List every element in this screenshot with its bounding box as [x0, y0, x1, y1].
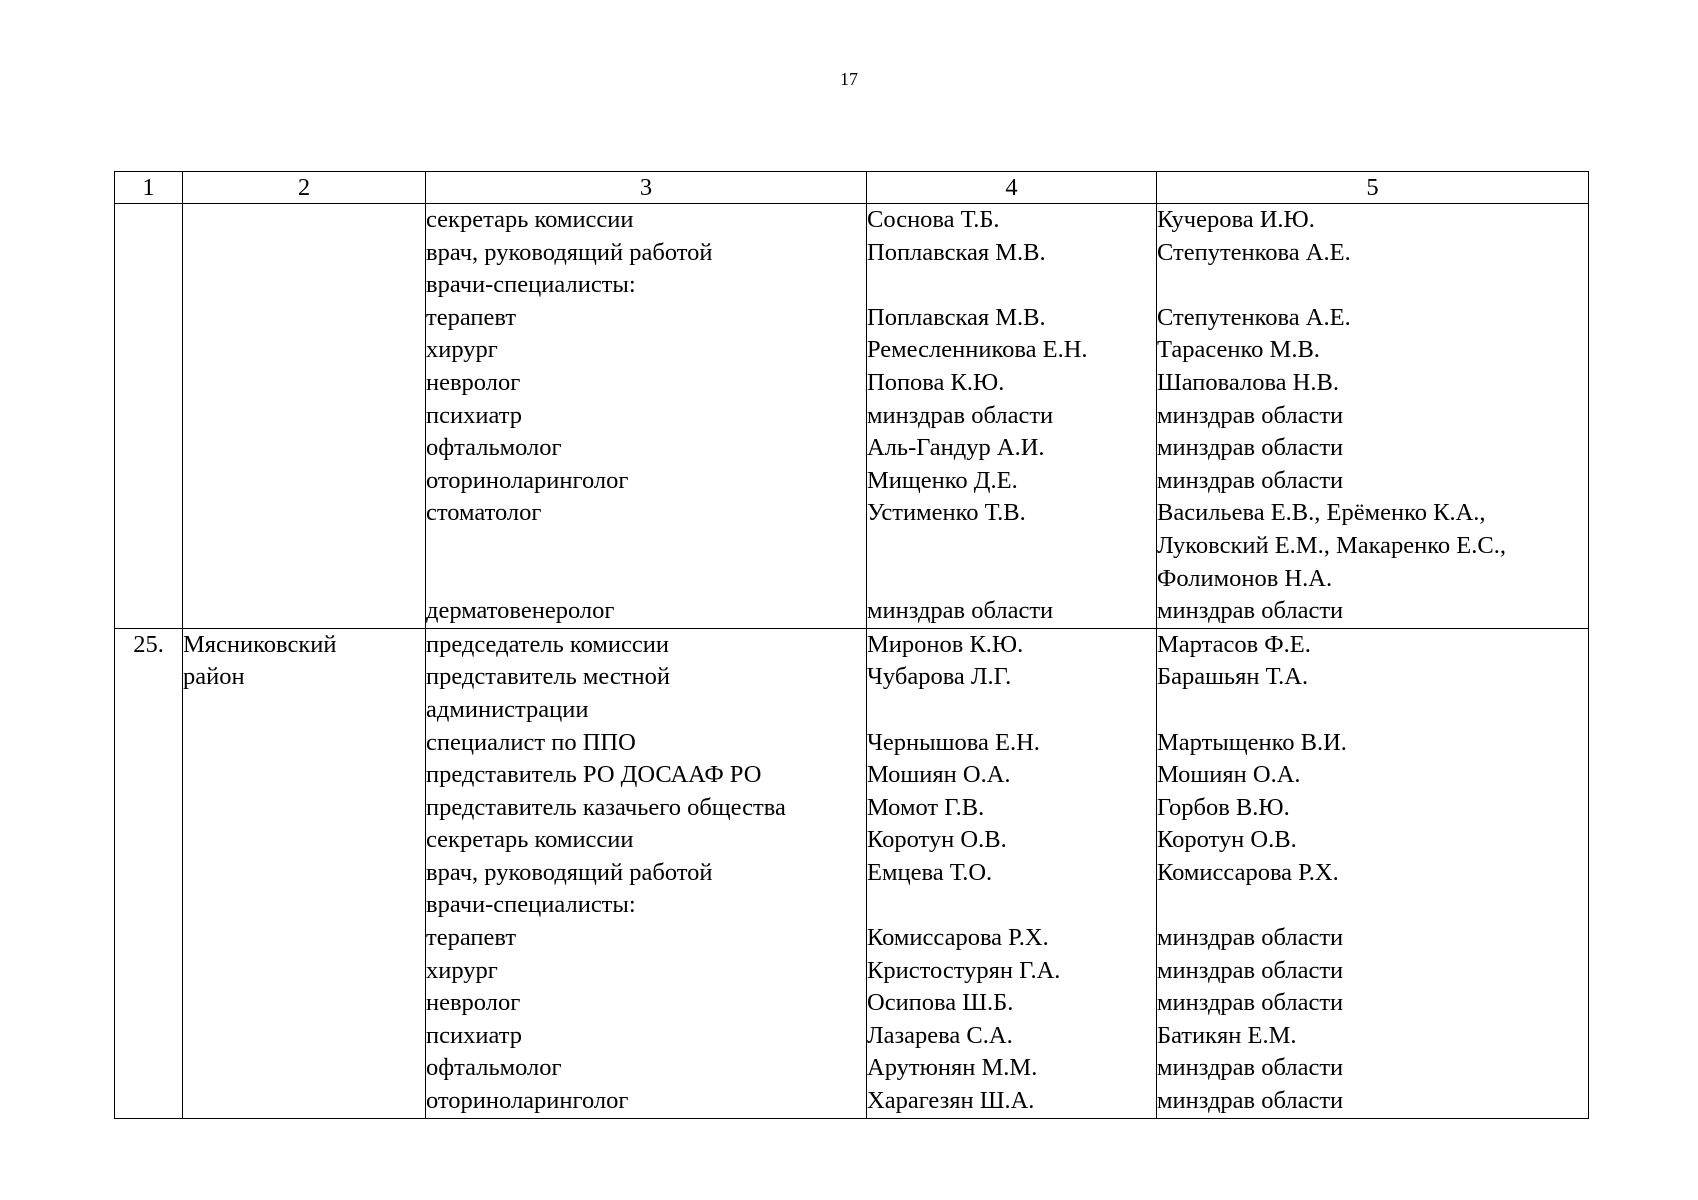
cell-line: Комиссарова Р.Х.: [867, 924, 1049, 952]
cell-line: Горбов В.Ю.: [1157, 793, 1290, 821]
cell-line: Комиссарова Р.Х.: [1157, 858, 1339, 886]
main-member-cell: [867, 628, 1157, 1118]
cell-line: председатель комиссии: [426, 630, 669, 658]
cell-line: секретарь комиссии: [426, 826, 634, 854]
role-cell: [426, 628, 867, 1118]
cell-line: Тарасенко М.В.: [1157, 336, 1320, 364]
cell-line: Коротун О.В.: [867, 826, 1007, 854]
cell-line: минздрав области: [867, 401, 1054, 429]
cell-line: Соснова Т.Б.: [867, 206, 1000, 233]
header-col-1: 1: [115, 172, 183, 204]
cell-line: стоматолог: [426, 499, 542, 527]
cell-line: минздрав области: [1157, 597, 1344, 625]
cell-line: Мясниковский: [183, 630, 337, 658]
cell-line: Поплавская М.В.: [867, 303, 1046, 331]
cell-line: минздрав области: [1157, 1087, 1344, 1115]
cell-line: представитель местной: [426, 663, 670, 691]
cell-line: секретарь комиссии: [426, 206, 634, 233]
cell-line: психиатр: [426, 401, 522, 429]
cell-line: психиатр: [426, 1021, 522, 1049]
cell-line: [1157, 269, 1588, 302]
cell-line: Мошиян О.А.: [1157, 761, 1301, 789]
header-col-5: 5: [1157, 172, 1589, 204]
cell-line: Поплавская М.В.: [867, 238, 1046, 266]
cell-line: представитель казачьего общества: [426, 793, 786, 821]
cell-line: минздрав области: [1157, 466, 1344, 494]
cell-line: [867, 889, 1156, 922]
cell-line: Лазарева С.А.: [867, 1021, 1013, 1049]
cell-line: [867, 269, 1156, 302]
cell-line: врач, руководящий работой: [426, 858, 713, 886]
commission-table: [114, 171, 1589, 1119]
cell-line: терапевт: [426, 303, 517, 331]
cell-line: специалист по ППО: [426, 728, 636, 756]
cell-line: Чубарова Л.Г.: [867, 663, 1012, 691]
reserve-member-cell: [1157, 628, 1589, 1118]
cell-line: Момот Г.В.: [867, 793, 985, 821]
cell-line: Ремесленникова Е.Н.: [867, 336, 1088, 364]
row-number-cell: [115, 204, 183, 629]
cell-line: 25.: [133, 630, 164, 658]
cell-line: Кристостурян Г.А.: [867, 956, 1061, 984]
cell-line: невролог: [426, 368, 521, 396]
cell-line: Кучерова И.Ю.: [1157, 206, 1315, 233]
cell-line: Осипова Ш.Б.: [867, 989, 1014, 1017]
cell-line: Шаповалова Н.В.: [1157, 368, 1339, 396]
cell-line: Устименко Т.В.: [867, 499, 1026, 527]
cell-line: офтальмолог: [426, 434, 562, 462]
cell-line: Мищенко Д.Е.: [867, 466, 1018, 494]
cell-line: минздрав области: [1157, 924, 1344, 952]
cell-line: [1157, 694, 1588, 727]
cell-line: дерматовенеролог: [426, 597, 615, 625]
cell-line: врачи-специалисты:: [426, 271, 636, 299]
cell-line: [426, 563, 866, 596]
cell-line: [867, 563, 1156, 596]
cell-line: офтальмолог: [426, 1054, 562, 1082]
cell-line: [1157, 889, 1588, 922]
cell-line: Харагезян Ш.А.: [867, 1087, 1035, 1115]
table-body: [115, 204, 1589, 1119]
cell-line: администрации: [426, 695, 589, 723]
cell-line: Фолимонов Н.А.: [1157, 564, 1333, 592]
cell-line: Мартыщенко В.И.: [1157, 728, 1347, 756]
table-row: [115, 628, 1589, 1118]
header-col-3: 3: [426, 172, 867, 204]
cell-line: Степутенкова А.Е.: [1157, 238, 1351, 266]
page-number: 17: [840, 69, 858, 89]
main-member-cell: [867, 204, 1157, 629]
cell-line: оториноларинголог: [426, 1087, 629, 1115]
cell-line: минздрав области: [1157, 956, 1344, 984]
table-row: [115, 204, 1589, 629]
cell-line: минздрав области: [1157, 434, 1344, 462]
cell-line: врач, руководящий работой: [426, 238, 713, 266]
cell-line: минздрав области: [867, 597, 1054, 625]
cell-line: Мартасов Ф.Е.: [1157, 630, 1311, 658]
cell-line: Арутюнян М.М.: [867, 1054, 1038, 1082]
cell-line: Чернышова Е.Н.: [867, 728, 1040, 756]
cell-line: Луковский Е.М., Макаренко Е.С.,: [1157, 531, 1506, 559]
cell-line: [867, 530, 1156, 563]
reserve-member-cell: [1157, 204, 1589, 629]
role-cell: [426, 204, 867, 629]
cell-line: Аль-Гандур А.И.: [867, 434, 1045, 462]
header-col-4: 4: [867, 172, 1157, 204]
cell-line: оториноларинголог: [426, 466, 629, 494]
cell-line: Миронов К.Ю.: [867, 630, 1024, 658]
cell-line: хирург: [426, 956, 498, 984]
cell-line: невролог: [426, 989, 521, 1017]
district-cell: [183, 628, 426, 1118]
cell-line: минздрав области: [1157, 1054, 1344, 1082]
header-col-2: 2: [183, 172, 426, 204]
cell-line: район: [183, 663, 245, 691]
row-number-cell: [115, 628, 183, 1118]
cell-line: Степутенкова А.Е.: [1157, 303, 1351, 331]
cell-line: Барашьян Т.А.: [1157, 663, 1309, 691]
cell-line: Батикян Е.М.: [1157, 1021, 1297, 1049]
cell-line: [867, 694, 1156, 727]
cell-line: Попова К.Ю.: [867, 368, 1005, 396]
header-row: [115, 172, 1589, 204]
cell-line: Коротун О.В.: [1157, 826, 1297, 854]
cell-line: хирург: [426, 336, 498, 364]
cell-line: Мошиян О.А.: [867, 761, 1011, 789]
cell-line: минздрав области: [1157, 989, 1344, 1017]
cell-line: минздрав области: [1157, 401, 1344, 429]
cell-line: Емцева Т.О.: [867, 858, 993, 886]
cell-line: представитель РО ДОСААФ РО: [426, 761, 762, 789]
cell-line: врачи-специалисты:: [426, 891, 636, 919]
district-cell: [183, 204, 426, 629]
cell-line: [426, 530, 866, 563]
cell-line: Васильева Е.В., Ерёменко К.А.,: [1157, 499, 1486, 527]
cell-line: терапевт: [426, 924, 517, 952]
